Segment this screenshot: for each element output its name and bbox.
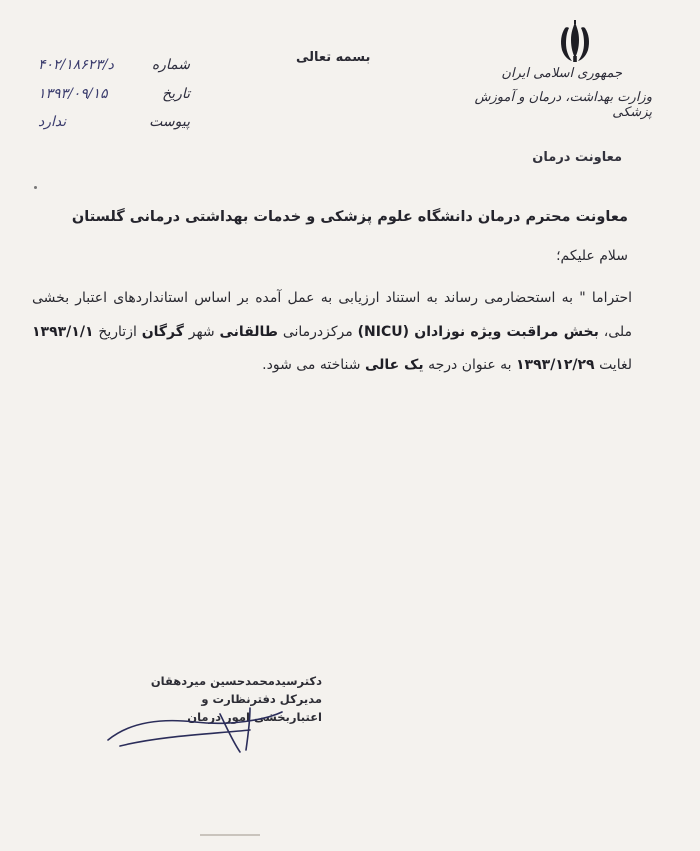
- attachment-label: پیوست: [149, 114, 190, 130]
- number-value: ۴۰۲/۱۸۶۲۳/د: [38, 57, 114, 73]
- date-value: ۱۳۹۳/۰۹/۱۵: [38, 86, 108, 102]
- letter-body: [32, 282, 632, 383]
- signatory-title-2: اعتباربخشی امور درمان: [187, 710, 322, 724]
- body-text-7: شناخته می شود.: [262, 357, 361, 373]
- greeting-line: سلام علیکم؛: [556, 248, 628, 264]
- body-text-1: احتراما " به استحضارمی رساند به استناد ارزیابی به عمل آمده بر اساس استانداردهای اعتبار بخشی ملی،: [32, 290, 633, 340]
- date-from: ۱۳۹۳/۱/۱: [32, 323, 94, 340]
- body-text-2: مرکزدرمانی: [282, 323, 353, 340]
- date-label: تاریخ: [162, 86, 190, 102]
- letter-date-row: [30, 86, 200, 106]
- department-name: معاونت درمان: [532, 150, 622, 165]
- letter-number-row: [30, 57, 200, 77]
- ward-name: بخش مراقبت ویژه نوزادان (NICU): [357, 323, 599, 340]
- org-name: جمهوری اسلامی ایران: [501, 66, 622, 81]
- letter-attachment-row: [30, 114, 200, 134]
- date-to: ۱۳۹۳/۱۲/۲۹: [516, 357, 595, 373]
- handwritten-signature: [100, 700, 290, 760]
- city-name: گرگان: [141, 323, 184, 340]
- ministry-name: وزارت بهداشت، درمان و آموزش پزشکی: [474, 90, 652, 120]
- scan-speck: [200, 834, 260, 836]
- addressee-line: معاونت محترم درمان دانشگاه علوم پزشکی و خدمات بهداشتی درمانی گلستان: [71, 209, 628, 225]
- attachment-value: ندارد: [38, 114, 67, 130]
- body-text-5: لغایت: [599, 357, 632, 373]
- body-text-4: ازتاریخ: [98, 323, 137, 340]
- number-label: شماره: [151, 57, 190, 73]
- iran-emblem-icon: [553, 18, 597, 64]
- bismillah-heading: بسمه تعالی: [296, 50, 371, 65]
- signatory-title-1: مدیرکل دفترنظارت و: [201, 692, 322, 706]
- scan-speck: [34, 186, 37, 189]
- signatory-name: دکترسیدمحمدحسین میردهقان: [150, 674, 322, 688]
- body-text-3: شهر: [188, 323, 215, 340]
- accreditation-grade: یک عالی: [364, 357, 424, 373]
- body-text-6: به عنوان درجه: [428, 357, 512, 373]
- center-name: طالقانی: [219, 323, 278, 340]
